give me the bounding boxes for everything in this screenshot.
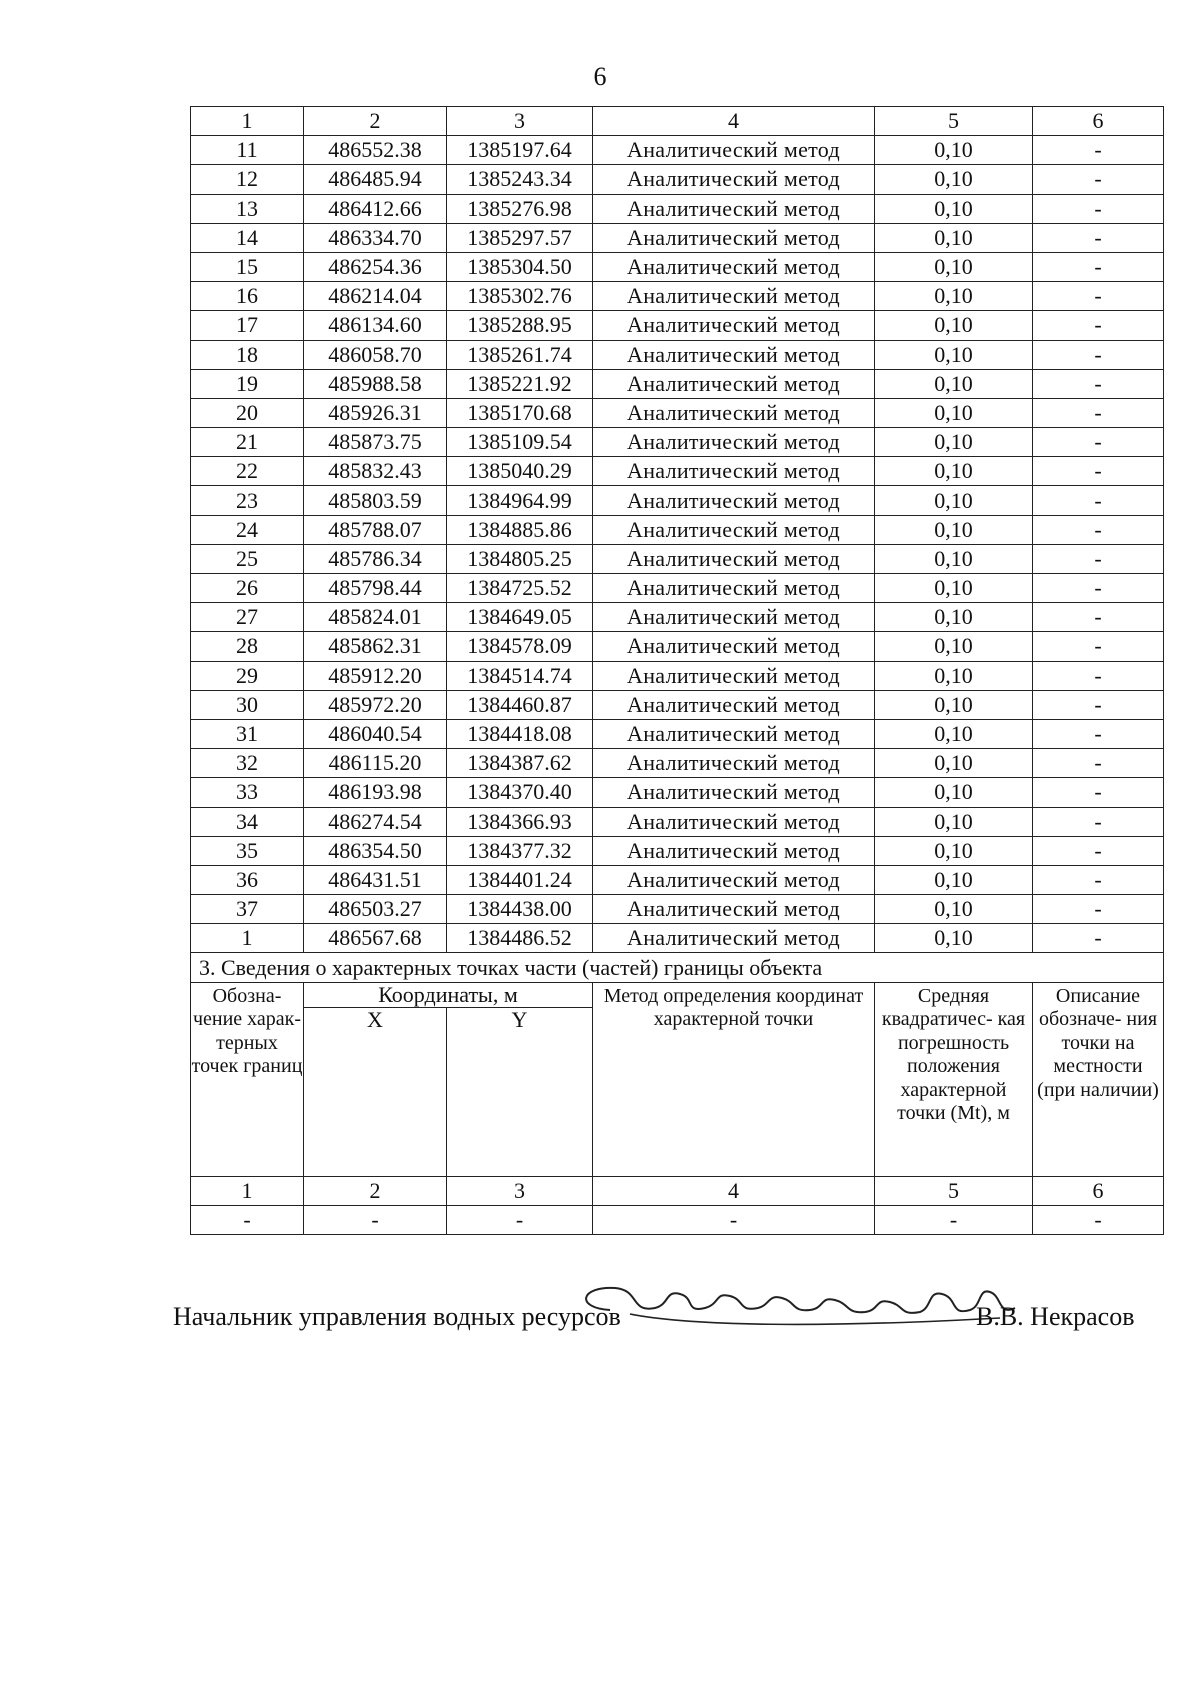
mt-value: 0,10 [875,865,1033,894]
table-row [191,749,1164,778]
table-row [191,865,1164,894]
method: Аналитический метод [593,340,875,369]
description: - [1033,749,1164,778]
x-coordinate: 486274.54 [304,807,447,836]
x-coordinate: 485832.43 [304,457,447,486]
description: - [1033,544,1164,573]
x-coordinate: 486431.51 [304,865,447,894]
col-number-6: 6 [1033,107,1164,136]
table-row [191,165,1164,194]
method-header: Метод определения координат характерной точки [593,982,875,1176]
x-coordinate: 486058.70 [304,340,447,369]
signatory-title: Начальник управления водных ресурсов [173,1302,621,1331]
s3-number-6: 6 [1033,1176,1164,1205]
description: - [1033,136,1164,165]
y-coordinate: 1385297.57 [447,223,593,252]
description: - [1033,340,1164,369]
col-number-3: 3 [447,107,593,136]
y-coordinate: 1384725.52 [447,574,593,603]
y-header: Y [447,1007,593,1176]
point-number: 17 [191,311,304,340]
point-number: 24 [191,515,304,544]
mt-value: 0,10 [875,895,1033,924]
x-coordinate: 485803.59 [304,486,447,515]
section3-title-row [191,953,1164,982]
x-coordinate: 486214.04 [304,282,447,311]
point-number: 27 [191,603,304,632]
method: Аналитический метод [593,807,875,836]
table-row [191,807,1164,836]
description: - [1033,574,1164,603]
method: Аналитический метод [593,165,875,194]
table-row [191,515,1164,544]
point-number: 13 [191,194,304,223]
description: - [1033,252,1164,281]
x-coordinate: 486115.20 [304,749,447,778]
point-number: 25 [191,544,304,573]
s3-number-1: 1 [191,1176,304,1205]
y-coordinate: 1384486.52 [447,924,593,953]
table-row [191,544,1164,573]
section3-header-row [191,982,1164,1007]
method: Аналитический метод [593,486,875,515]
method: Аналитический метод [593,457,875,486]
method: Аналитический метод [593,282,875,311]
point-number: 16 [191,282,304,311]
y-coordinate: 1384805.25 [447,544,593,573]
table-row [191,603,1164,632]
point-number: 34 [191,807,304,836]
point-number: 33 [191,778,304,807]
table-row [191,486,1164,515]
method: Аналитический метод [593,311,875,340]
table-row [191,661,1164,690]
y-coordinate: 1384514.74 [447,661,593,690]
mt-value: 0,10 [875,311,1033,340]
x-coordinate: 485798.44 [304,574,447,603]
mt-value: 0,10 [875,398,1033,427]
mt-value: 0,10 [875,369,1033,398]
y-coordinate: 1385302.76 [447,282,593,311]
description: - [1033,398,1164,427]
method: Аналитический метод [593,428,875,457]
page-number: 6 [593,62,607,91]
y-coordinate: 1384387.62 [447,749,593,778]
y-coordinate: 1385109.54 [447,428,593,457]
x-coordinate: 486040.54 [304,719,447,748]
description: - [1033,719,1164,748]
mt-value: 0,10 [875,544,1033,573]
s3-empty-6: - [1033,1205,1164,1234]
y-coordinate: 1385261.74 [447,340,593,369]
description: - [1033,486,1164,515]
description: - [1033,924,1164,953]
y-coordinate: 1385288.95 [447,311,593,340]
description: - [1033,807,1164,836]
col-number-4: 4 [593,107,875,136]
mt-header: Средняя квадратичес- кая погрешность положения характерной точки (Mt), м [875,982,1033,1176]
y-coordinate: 1384401.24 [447,865,593,894]
x-coordinate: 486134.60 [304,311,447,340]
mt-value: 0,10 [875,428,1033,457]
y-coordinate: 1384418.08 [447,719,593,748]
method: Аналитический метод [593,194,875,223]
y-coordinate: 1384649.05 [447,603,593,632]
signatory-name: В.В. Некрасов [976,1302,1135,1331]
table-row [191,457,1164,486]
description: - [1033,603,1164,632]
point-number: 18 [191,340,304,369]
mt-value: 0,10 [875,165,1033,194]
table-row [191,690,1164,719]
y-coordinate: 1385304.50 [447,252,593,281]
mt-value: 0,10 [875,340,1033,369]
x-coordinate: 485988.58 [304,369,447,398]
boundary-points-table [190,106,1164,1235]
table-row [191,574,1164,603]
method: Аналитический метод [593,865,875,894]
x-coordinate: 485862.31 [304,632,447,661]
point-number: 26 [191,574,304,603]
y-coordinate: 1385243.34 [447,165,593,194]
section3-title: 3. Сведения о характерных точках части (частей) границы объекта [191,953,1164,982]
s3-empty-2: - [304,1205,447,1234]
table-row [191,632,1164,661]
table-row [191,340,1164,369]
y-coordinate: 1385276.98 [447,194,593,223]
section3-number-row [191,1176,1164,1205]
x-coordinate: 485912.20 [304,661,447,690]
point-number: 37 [191,895,304,924]
description: - [1033,865,1164,894]
col-number-5: 5 [875,107,1033,136]
table-row [191,836,1164,865]
point-number: 15 [191,252,304,281]
mt-value: 0,10 [875,603,1033,632]
table-row [191,398,1164,427]
handwritten-signature [570,1268,1030,1338]
description: - [1033,428,1164,457]
x-coordinate: 486254.36 [304,252,447,281]
point-number: 20 [191,398,304,427]
description: - [1033,515,1164,544]
point-number: 23 [191,486,304,515]
mt-value: 0,10 [875,661,1033,690]
method: Аналитический метод [593,836,875,865]
point-number: 31 [191,719,304,748]
col-number-1: 1 [191,107,304,136]
table-row [191,252,1164,281]
description: - [1033,369,1164,398]
description: - [1033,282,1164,311]
point-designation-header: Обозна- чение харак- терных точек границ [191,982,304,1176]
x-coordinate: 485926.31 [304,398,447,427]
col-number-2: 2 [304,107,447,136]
description: - [1033,661,1164,690]
method: Аналитический метод [593,369,875,398]
x-coordinate: 486567.68 [304,924,447,953]
point-number: 22 [191,457,304,486]
table-row [191,924,1164,953]
description: - [1033,895,1164,924]
mt-value: 0,10 [875,749,1033,778]
point-number: 29 [191,661,304,690]
description: - [1033,778,1164,807]
description: - [1033,194,1164,223]
table-row [191,895,1164,924]
mt-value: 0,10 [875,223,1033,252]
y-coordinate: 1384438.00 [447,895,593,924]
mt-value: 0,10 [875,836,1033,865]
mt-value: 0,10 [875,194,1033,223]
mt-value: 0,10 [875,807,1033,836]
mt-value: 0,10 [875,252,1033,281]
x-coordinate: 486485.94 [304,165,447,194]
point-number: 32 [191,749,304,778]
method: Аналитический метод [593,719,875,748]
point-number: 11 [191,136,304,165]
x-coordinate: 486193.98 [304,778,447,807]
x-coordinate: 486503.27 [304,895,447,924]
mt-value: 0,10 [875,690,1033,719]
s3-empty-3: - [447,1205,593,1234]
description-header: Описание обозначе- ния точки на местности (при наличии) [1033,982,1164,1176]
mt-value: 0,10 [875,924,1033,953]
mt-value: 0,10 [875,778,1033,807]
mt-value: 0,10 [875,632,1033,661]
method: Аналитический метод [593,895,875,924]
point-number: 21 [191,428,304,457]
x-coordinate: 485972.20 [304,690,447,719]
y-coordinate: 1384885.86 [447,515,593,544]
point-number: 1 [191,924,304,953]
s3-number-4: 4 [593,1176,875,1205]
y-coordinate: 1384578.09 [447,632,593,661]
x-coordinate: 486334.70 [304,223,447,252]
table-row [191,369,1164,398]
description: - [1033,457,1164,486]
s3-empty-5: - [875,1205,1033,1234]
point-number: 12 [191,165,304,194]
mt-value: 0,10 [875,486,1033,515]
mt-value: 0,10 [875,515,1033,544]
description: - [1033,690,1164,719]
y-coordinate: 1385040.29 [447,457,593,486]
mt-value: 0,10 [875,574,1033,603]
s3-number-3: 3 [447,1176,593,1205]
section3-empty-row [191,1205,1164,1234]
x-coordinate: 485786.34 [304,544,447,573]
table-row [191,778,1164,807]
x-coordinate: 486354.50 [304,836,447,865]
x-coordinate: 485873.75 [304,428,447,457]
method: Аналитический метод [593,252,875,281]
s3-number-2: 2 [304,1176,447,1205]
point-number: 14 [191,223,304,252]
s3-empty-4: - [593,1205,875,1234]
x-coordinate: 486552.38 [304,136,447,165]
point-number: 35 [191,836,304,865]
method: Аналитический метод [593,924,875,953]
y-coordinate: 1384460.87 [447,690,593,719]
x-coordinate: 485788.07 [304,515,447,544]
s3-number-5: 5 [875,1176,1033,1205]
mt-value: 0,10 [875,282,1033,311]
y-coordinate: 1384366.93 [447,807,593,836]
description: - [1033,223,1164,252]
point-number: 30 [191,690,304,719]
description: - [1033,836,1164,865]
y-coordinate: 1384377.32 [447,836,593,865]
y-coordinate: 1385170.68 [447,398,593,427]
mt-value: 0,10 [875,136,1033,165]
description: - [1033,632,1164,661]
method: Аналитический метод [593,603,875,632]
s3-empty-1: - [191,1205,304,1234]
x-header: X [304,1007,447,1176]
table-row [191,194,1164,223]
method: Аналитический метод [593,398,875,427]
method: Аналитический метод [593,749,875,778]
y-coordinate: 1385197.64 [447,136,593,165]
point-number: 28 [191,632,304,661]
point-number: 36 [191,865,304,894]
y-coordinate: 1384370.40 [447,778,593,807]
method: Аналитический метод [593,136,875,165]
table-row [191,428,1164,457]
y-coordinate: 1384964.99 [447,486,593,515]
method: Аналитический метод [593,544,875,573]
method: Аналитический метод [593,574,875,603]
method: Аналитический метод [593,515,875,544]
description: - [1033,311,1164,340]
method: Аналитический метод [593,690,875,719]
coordinates-header: Координаты, м [304,982,593,1007]
x-coordinate: 485824.01 [304,603,447,632]
method: Аналитический метод [593,223,875,252]
table-row [191,223,1164,252]
description: - [1033,165,1164,194]
table-row [191,719,1164,748]
x-coordinate: 486412.66 [304,194,447,223]
point-number: 19 [191,369,304,398]
column-number-row [191,107,1164,136]
method: Аналитический метод [593,661,875,690]
y-coordinate: 1385221.92 [447,369,593,398]
method: Аналитический метод [593,632,875,661]
table-row [191,311,1164,340]
mt-value: 0,10 [875,457,1033,486]
mt-value: 0,10 [875,719,1033,748]
method: Аналитический метод [593,778,875,807]
table-row [191,136,1164,165]
table-row [191,282,1164,311]
